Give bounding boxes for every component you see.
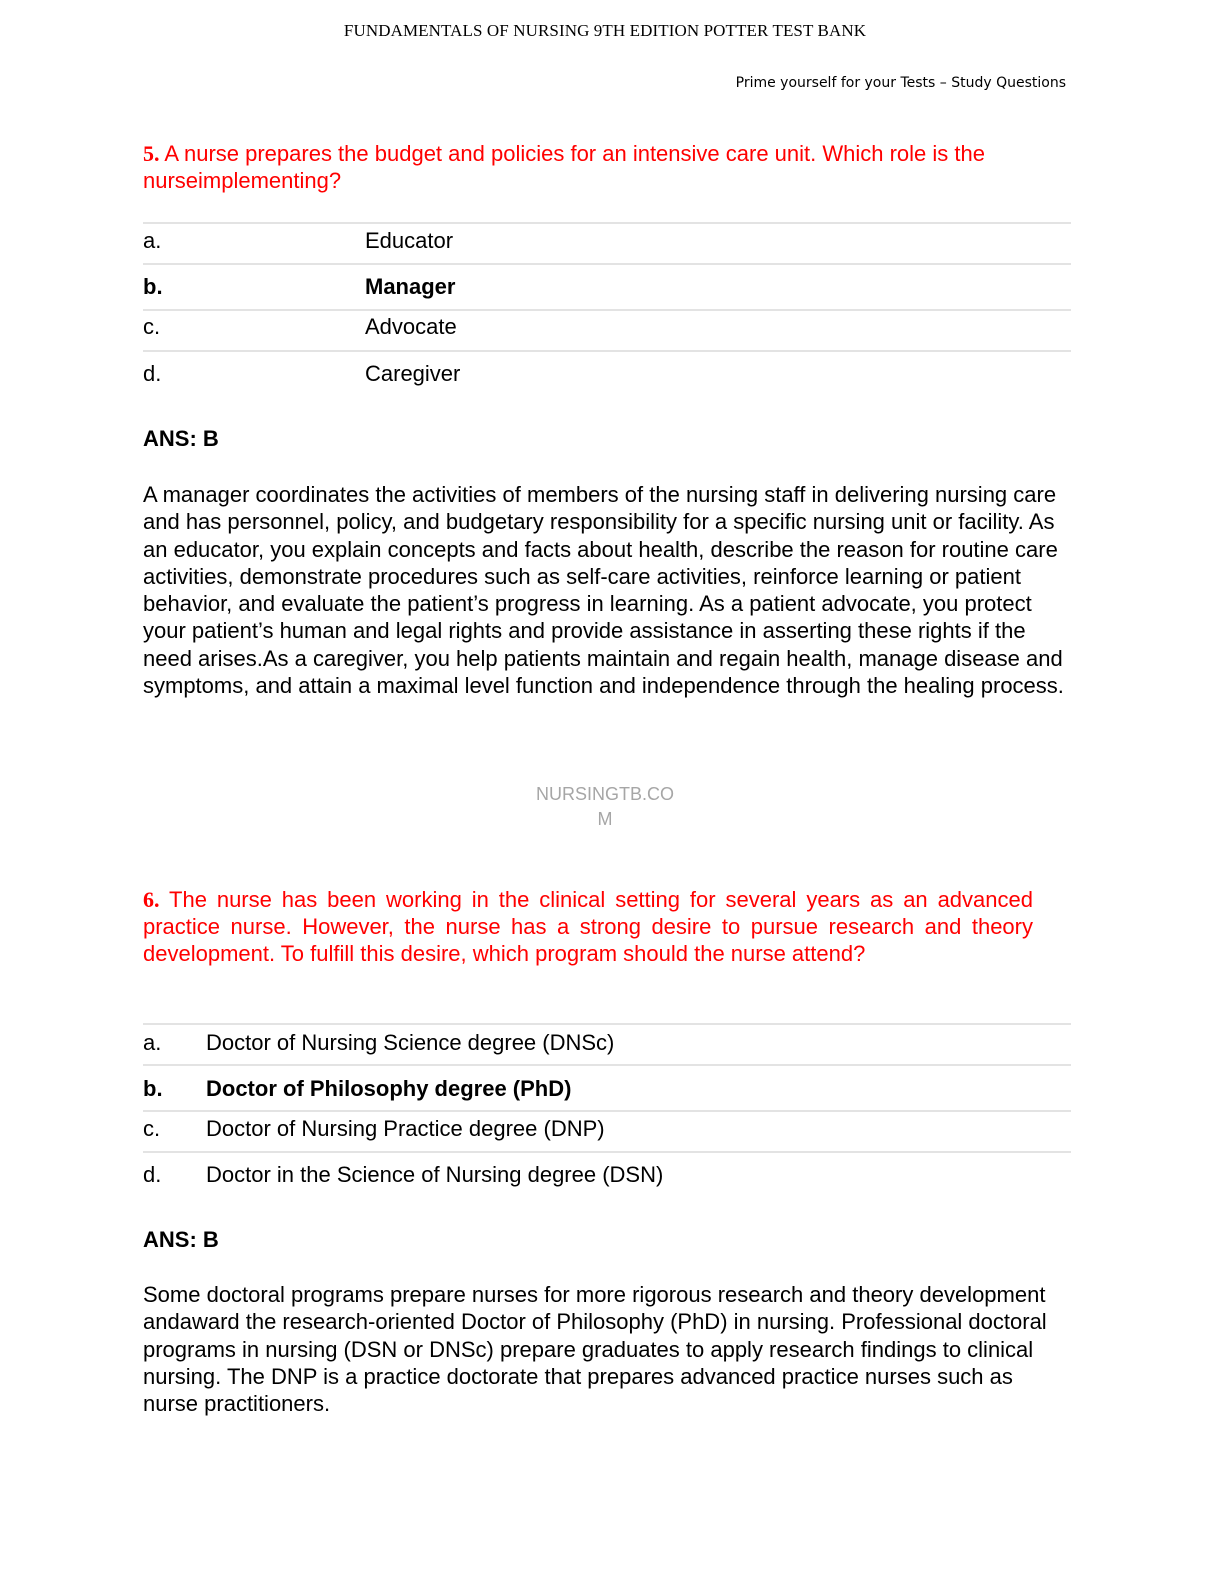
option-text: Caregiver: [365, 361, 461, 386]
option-letter: b.: [143, 274, 163, 299]
option-text: Advocate: [365, 314, 457, 339]
question-6-text: The nurse has been working in the clinical setting for several years as an advanced practice nurse. However, the nurse has a strong desire to pursue research and theory development. To fulfill this desire, which program should the nurse attend?: [143, 887, 1033, 966]
question-6-number: 6.: [143, 887, 160, 912]
question-6-answer: ANS: B: [143, 1227, 219, 1252]
option-text: Doctor of Philosophy degree (PhD): [206, 1076, 572, 1101]
question-5: [143, 140, 1043, 194]
option-text: Educator: [365, 228, 454, 253]
question-5-text: A nurse prepares the budget and policies for an intensive care unit. Which role is the nurseimplementing?: [143, 141, 985, 193]
watermark-line-2: M: [597, 809, 613, 829]
option-letter: c.: [143, 314, 161, 339]
question-5-options: [143, 222, 1071, 396]
question-6-options: [143, 1023, 1071, 1197]
page-header-title: FUNDAMENTALS OF NURSING 9TH EDITION POTTER TEST BANK: [343, 21, 867, 40]
option-text: Doctor of Nursing Practice degree (DNP): [206, 1116, 605, 1141]
watermark: [505, 782, 705, 832]
question-6: [143, 886, 1033, 967]
q6-option-d: [143, 1151, 1071, 1197]
option-letter: d.: [143, 1162, 162, 1187]
option-text: Doctor of Nursing Science degree (DNSc): [206, 1030, 615, 1055]
option-letter: c.: [143, 1116, 161, 1141]
question-5-number: 5.: [143, 141, 160, 166]
q5-option-a: [143, 222, 1071, 263]
question-5-answer: ANS: B: [143, 426, 219, 451]
q5-option-d: [143, 350, 1071, 396]
q6-option-b: [143, 1064, 1071, 1110]
option-text: Doctor in the Science of Nursing degree (DSN): [206, 1162, 664, 1187]
q6-option-c: [143, 1110, 1071, 1151]
q5-option-c: [143, 309, 1071, 350]
q6-option-a: [143, 1023, 1071, 1064]
option-letter: a.: [143, 228, 162, 253]
watermark-line-1: NURSINGTB.CO: [535, 784, 674, 804]
option-text: Manager: [365, 274, 456, 299]
question-5-rationale: A manager coordinates the activities of members of the nursing staff in delivering nursing care and has personnel, policy, and budgetary responsibility for a specific nursing unit or facility. As an educator, you explain concepts and facts about health, describe the reason for routine care activities, demonstrate procedures such as self-care activities, reinforce learning or patient behavior, and evaluate the patient’s progress in learning. As a patient advocate, you protect your patient’s human and legal rights and provide assistance in asserting these rights if the need arises.As a caregiver, you help patients maintain and regain health, manage disease and symptoms, and attain a maximal level function and independence through the healing process.: [143, 482, 1064, 699]
q5-option-b: [143, 263, 1071, 309]
option-letter: d.: [143, 361, 162, 386]
question-6-rationale: Some doctoral programs prepare nurses for more rigorous research and theory development andaward the research-oriented Doctor of Philosophy (PhD) in nursing. Professional doctoral programs in nursing (DSN or DNSc) prepare graduates to apply research findings to clinical nursing. The DNP is a practice doctorate that prepares advanced practice nurses such as nurse practitioners.: [143, 1282, 1047, 1417]
option-letter: a.: [143, 1030, 162, 1055]
page-header-subtitle: Prime yourself for your Tests – Study Questions: [735, 75, 1066, 91]
option-letter: b.: [143, 1076, 163, 1101]
